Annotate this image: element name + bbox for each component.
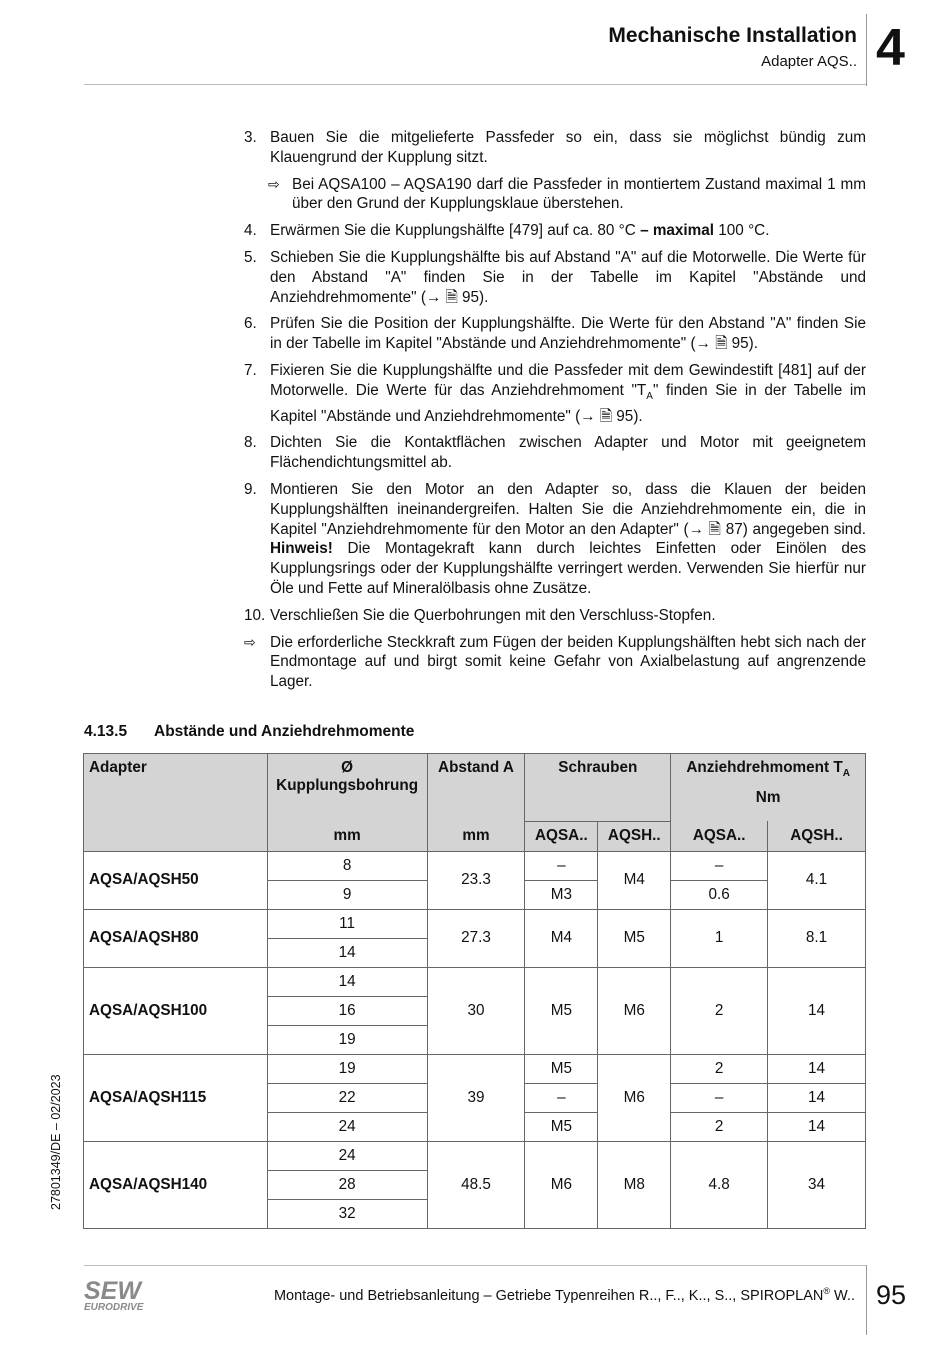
step-text: Schieben Sie die Kupplungshälfte bis auf Abstand "A" auf die Motorwelle. Die Werte für den Abstand "A" finden Sie in der Tabelle im Kapitel "Abstände und Anziehdrehmomente" (→ 🗎 95). — [270, 248, 866, 306]
screw-aqsa-cell: M5 — [525, 1112, 598, 1141]
torque-aqsh-cell: 14 — [768, 1112, 866, 1141]
step-text: Montieren Sie den Motor an den Adapter so, dass die Klauen der beiden Kupplungshälften ineinandergreifen. Halten Sie die Anziehdrehmomente ein, die in Kapitel "Anziehdrehmomente für den Motor an den Adapter" (→ 🗎 87) angegeben sind. Hinweis! Die Montagekraft kann durch leichtes Einfetten oder Einölen des Kupplungsrings oder der Kupplungshälfte verringert werden. Verwenden Sie hierfür nur Öle und Fette auf Mineralölbasis ohne Zusätze. — [270, 481, 867, 597]
col-header-adapter: Adapter — [84, 754, 268, 822]
col-header-bore: Ø Kupplungsbohrung — [267, 754, 427, 822]
bore-cell: 16 — [267, 996, 427, 1025]
step-number: 6. — [244, 315, 257, 333]
result-text: Die erforderliche Steckkraft zum Fügen der beiden Kupplungshälften hebt sich nach der Endmontage auf und birgt somit keine Gefahr von Axialbelastung auf angrenzende Lager. — [270, 633, 866, 691]
torque-aqsa-cell: 2 — [671, 967, 768, 1054]
svg-text:EURODRIVE: EURODRIVE — [84, 1302, 144, 1312]
step-number: 9. — [244, 481, 257, 498]
step-4 — [244, 221, 866, 241]
step-number: 3. — [244, 129, 257, 146]
step-text: Bauen Sie die mitgelieferte Passfeder so ein, dass sie möglichst bündig zum Klauengrund der Kupplung sitzt. — [270, 129, 866, 166]
step-number: 8. — [244, 434, 257, 452]
page-reference-link[interactable]: (→ 🗎 95). — [420, 288, 489, 306]
step-text: Prüfen Sie die Position der Kupplungshälfte. Die Werte für den Abstand "A" finden Sie in der Tabelle im Kapitel "Abstände und Anziehdrehmomente" (→ 🗎 95). — [270, 315, 866, 353]
step-6 — [244, 314, 866, 354]
footer-rule — [84, 1265, 866, 1266]
col-header-aqsa: AQSA.. — [671, 821, 768, 851]
bore-cell: 32 — [267, 1199, 427, 1228]
bore-cell: 14 — [267, 967, 427, 996]
screw-aqsa-cell: M6 — [525, 1141, 598, 1228]
bore-cell: 22 — [267, 1083, 427, 1112]
torque-aqsa-cell: 0.6 — [671, 880, 768, 909]
bore-cell: 24 — [267, 1141, 427, 1170]
footer-divider — [866, 1265, 867, 1335]
torque-aqsh-cell: 8.1 — [768, 909, 866, 967]
bore-cell: 9 — [267, 880, 427, 909]
col-header-torque-unit: Nm — [671, 789, 866, 821]
unit-mm: mm — [427, 821, 525, 851]
svg-text:SEW: SEW — [84, 1278, 141, 1305]
screw-aqsh-cell: M4 — [598, 851, 671, 909]
page-reference-link[interactable]: (→ 🗎 95). — [690, 335, 759, 353]
torque-table — [83, 753, 866, 1229]
table-row — [84, 851, 866, 880]
torque-aqsa-cell: 4.8 — [671, 1141, 768, 1228]
page-reference-link[interactable]: (→ 🗎 87) — [683, 520, 748, 538]
instruction-list — [244, 128, 866, 699]
bore-cell: 8 — [267, 851, 427, 880]
col-header-distance: Abstand A — [427, 754, 525, 822]
section-number: 4.13.5 — [84, 723, 128, 740]
distance-cell: 27.3 — [427, 909, 525, 967]
torque-aqsh-cell: 14 — [768, 967, 866, 1054]
torque-aqsa-cell: 2 — [671, 1112, 768, 1141]
screw-aqsa-cell: M5 — [525, 967, 598, 1054]
header-divider — [866, 14, 867, 86]
screw-aqsa-cell: M5 — [525, 1054, 598, 1083]
header-rule — [84, 84, 866, 85]
bore-cell: 14 — [267, 938, 427, 967]
footer-text: Montage- und Betriebsanleitung – Getriebe Typenreihen R.., F.., K.., S.., SPIROPLAN® W.. — [273, 1286, 855, 1304]
adapter-cell: AQSA/AQSH50 — [84, 851, 268, 909]
screw-aqsa-cell: – — [525, 851, 598, 880]
torque-aqsa-cell: 2 — [671, 1054, 768, 1083]
torque-aqsa-cell: – — [671, 1083, 768, 1112]
torque-aqsh-cell: 4.1 — [768, 851, 866, 909]
sew-eurodrive-logo — [84, 1278, 154, 1312]
step-3 — [244, 128, 866, 168]
unit-mm: mm — [267, 821, 427, 851]
step-10 — [244, 606, 866, 626]
col-header-torque: Anziehdrehmoment $T_A$ — [671, 754, 866, 790]
screw-aqsh-cell: M5 — [598, 909, 671, 967]
result-arrow-icon: ⇨ — [244, 633, 256, 650]
step-text: Fixieren Sie die Kupplungshälfte und die Passfeder mit dem Gewindestift [481] auf der Motorwelle. Die Werte für das Anziehdrehmoment "$T_A$" finden Sie in der Tabelle im Kapitel "Abstände und Anziehdrehmomente" (→ 🗎 95). — [270, 361, 866, 425]
step-text: Verschließen Sie die Querbohrungen mit den Verschluss-Stopfen. — [270, 606, 716, 624]
screw-aqsa-cell: – — [525, 1083, 598, 1112]
step-7 — [244, 361, 866, 426]
bore-cell: 24 — [267, 1112, 427, 1141]
step-9 — [244, 480, 866, 599]
torque-aqsh-cell: 34 — [768, 1141, 866, 1228]
step-text: Dichten Sie die Kontaktflächen zwischen Adapter und Motor mit geeignetem Flächendichtungsmittel ab. — [270, 434, 866, 472]
adapter-cell: AQSA/AQSH140 — [84, 1141, 268, 1228]
distance-cell: 23.3 — [427, 851, 525, 909]
step-number: 4. — [244, 222, 257, 240]
header-title: Mechanische Installation — [608, 24, 857, 47]
step-number: 7. — [244, 361, 257, 379]
step-5 — [244, 248, 866, 307]
page-number: 95 — [876, 1280, 907, 1310]
document-id-vertical: 27801349/DE – 02/2023 — [49, 1074, 63, 1210]
screw-aqsa-cell: M3 — [525, 880, 598, 909]
step-8 — [244, 433, 866, 473]
bore-cell: 19 — [267, 1054, 427, 1083]
table-row — [84, 909, 866, 938]
step-result — [244, 633, 866, 692]
col-header-screws: Schrauben — [525, 754, 671, 822]
torque-aqsa-cell: – — [671, 851, 768, 880]
torque-aqsa-cell: 1 — [671, 909, 768, 967]
page-reference-link[interactable]: (→ 🗎 95). — [575, 407, 643, 425]
col-header-aqsa: AQSA.. — [525, 821, 598, 851]
step-number: 10. — [244, 606, 266, 624]
table-row — [84, 1054, 866, 1083]
screw-aqsh-cell: M8 — [598, 1141, 671, 1228]
adapter-cell: AQSA/AQSH115 — [84, 1054, 268, 1141]
section-title: Abstände und Anziehdrehmomente — [154, 723, 415, 740]
step-3-note — [268, 175, 866, 215]
table-row — [84, 1141, 866, 1170]
note-text: Bei AQSA100 – AQSA190 darf die Passfeder in montiertem Zustand maximal 1 mm über den Grund der Kupplungsklaue überstehen. — [292, 175, 866, 213]
col-header-aqsh: AQSH.. — [768, 821, 866, 851]
screw-aqsa-cell: M4 — [525, 909, 598, 967]
chapter-number: 4 — [876, 19, 905, 77]
torque-aqsh-cell: 14 — [768, 1054, 866, 1083]
adapter-cell: AQSA/AQSH100 — [84, 967, 268, 1054]
distance-cell: 39 — [427, 1054, 525, 1141]
table-row — [84, 967, 866, 996]
bore-cell: 19 — [267, 1025, 427, 1054]
step-number: 5. — [244, 248, 257, 266]
screw-aqsh-cell: M6 — [598, 1054, 671, 1141]
table-header-row — [84, 754, 866, 790]
section-heading — [84, 723, 414, 741]
col-header-aqsh: AQSH.. — [598, 821, 671, 851]
torque-aqsh-cell: 14 — [768, 1083, 866, 1112]
bore-cell: 28 — [267, 1170, 427, 1199]
distance-cell: 30 — [427, 967, 525, 1054]
header-subtitle: Adapter AQS.. — [761, 53, 857, 70]
screw-aqsh-cell: M6 — [598, 967, 671, 1054]
table-header-units-row — [84, 821, 866, 851]
bore-cell: 11 — [267, 909, 427, 938]
distance-cell: 48.5 — [427, 1141, 525, 1228]
adapter-cell: AQSA/AQSH80 — [84, 909, 268, 967]
step-text: Erwärmen Sie die Kupplungshälfte [479] auf ca. 80 °C – maximal 100 °C. — [270, 222, 770, 240]
result-arrow-icon: ⇨ — [268, 175, 280, 192]
